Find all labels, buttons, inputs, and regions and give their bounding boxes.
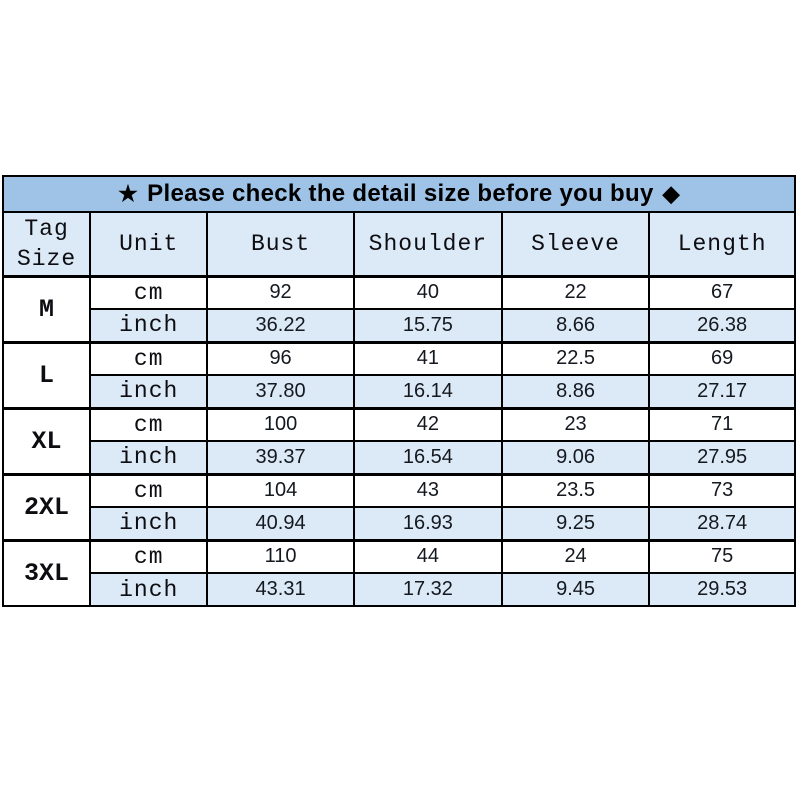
header-sleeve: Sleeve <box>502 212 649 276</box>
header-tag-size-line2: Size <box>16 245 77 272</box>
row-m-cm <box>3 276 795 309</box>
size-label-m: M <box>3 276 90 342</box>
value-cell: 40 <box>354 276 502 309</box>
row-l-cm <box>3 342 795 375</box>
value-cell: 92 <box>207 276 354 309</box>
header-bust: Bust <box>207 212 354 276</box>
size-label-2xl: 2XL <box>3 474 90 540</box>
size-label-3xl: 3XL <box>3 540 90 606</box>
value-cell: 9.25 <box>502 507 649 540</box>
header-tag-size-line1: Tag <box>24 215 69 242</box>
row-m-inch <box>3 309 795 342</box>
row-2xl-cm <box>3 474 795 507</box>
value-cell: 27.95 <box>649 441 795 474</box>
value-cell: 22 <box>502 276 649 309</box>
header-shoulder: Shoulder <box>354 212 502 276</box>
value-cell: 110 <box>207 540 354 573</box>
value-cell: 96 <box>207 342 354 375</box>
value-cell: 16.54 <box>354 441 502 474</box>
value-cell: 43.31 <box>207 573 354 606</box>
row-xl-cm <box>3 408 795 441</box>
value-cell: 9.06 <box>502 441 649 474</box>
row-2xl-inch <box>3 507 795 540</box>
header-unit: Unit <box>90 212 207 276</box>
value-cell: 17.32 <box>354 573 502 606</box>
diamond-icon: ◆ <box>662 181 680 206</box>
value-cell: 27.17 <box>649 375 795 408</box>
unit-cell: cm <box>90 474 207 507</box>
value-cell: 71 <box>649 408 795 441</box>
value-cell: 67 <box>649 276 795 309</box>
value-cell: 44 <box>354 540 502 573</box>
value-cell: 16.93 <box>354 507 502 540</box>
unit-cell: inch <box>90 309 207 342</box>
row-3xl-inch <box>3 573 795 606</box>
unit-cell: cm <box>90 276 207 309</box>
value-cell: 16.14 <box>354 375 502 408</box>
unit-cell: inch <box>90 507 207 540</box>
value-cell: 39.37 <box>207 441 354 474</box>
value-cell: 29.53 <box>649 573 795 606</box>
value-cell: 23 <box>502 408 649 441</box>
header-tag-size <box>3 212 90 276</box>
unit-cell: cm <box>90 408 207 441</box>
value-cell: 40.94 <box>207 507 354 540</box>
size-chart <box>2 175 796 607</box>
header-row <box>3 212 795 276</box>
value-cell: 9.45 <box>502 573 649 606</box>
value-cell: 8.66 <box>502 309 649 342</box>
unit-cell: inch <box>90 573 207 606</box>
row-xl-inch <box>3 441 795 474</box>
value-cell: 23.5 <box>502 474 649 507</box>
unit-cell: inch <box>90 441 207 474</box>
unit-cell: cm <box>90 342 207 375</box>
value-cell: 22.5 <box>502 342 649 375</box>
value-cell: 37.80 <box>207 375 354 408</box>
value-cell: 26.38 <box>649 309 795 342</box>
size-table <box>2 211 796 607</box>
value-cell: 75 <box>649 540 795 573</box>
value-cell: 73 <box>649 474 795 507</box>
star-icon: ★ <box>118 181 139 206</box>
title-bar <box>2 175 796 213</box>
header-length: Length <box>649 212 795 276</box>
value-cell: 36.22 <box>207 309 354 342</box>
value-cell: 100 <box>207 408 354 441</box>
row-3xl-cm <box>3 540 795 573</box>
value-cell: 24 <box>502 540 649 573</box>
value-cell: 104 <box>207 474 354 507</box>
value-cell: 8.86 <box>502 375 649 408</box>
size-label-xl: XL <box>3 408 90 474</box>
value-cell: 69 <box>649 342 795 375</box>
value-cell: 41 <box>354 342 502 375</box>
value-cell: 15.75 <box>354 309 502 342</box>
value-cell: 28.74 <box>649 507 795 540</box>
title-text: Please check the detail size before you buy <box>147 180 654 207</box>
unit-cell: inch <box>90 375 207 408</box>
row-l-inch <box>3 375 795 408</box>
size-label-l: L <box>3 342 90 408</box>
value-cell: 43 <box>354 474 502 507</box>
unit-cell: cm <box>90 540 207 573</box>
value-cell: 42 <box>354 408 502 441</box>
